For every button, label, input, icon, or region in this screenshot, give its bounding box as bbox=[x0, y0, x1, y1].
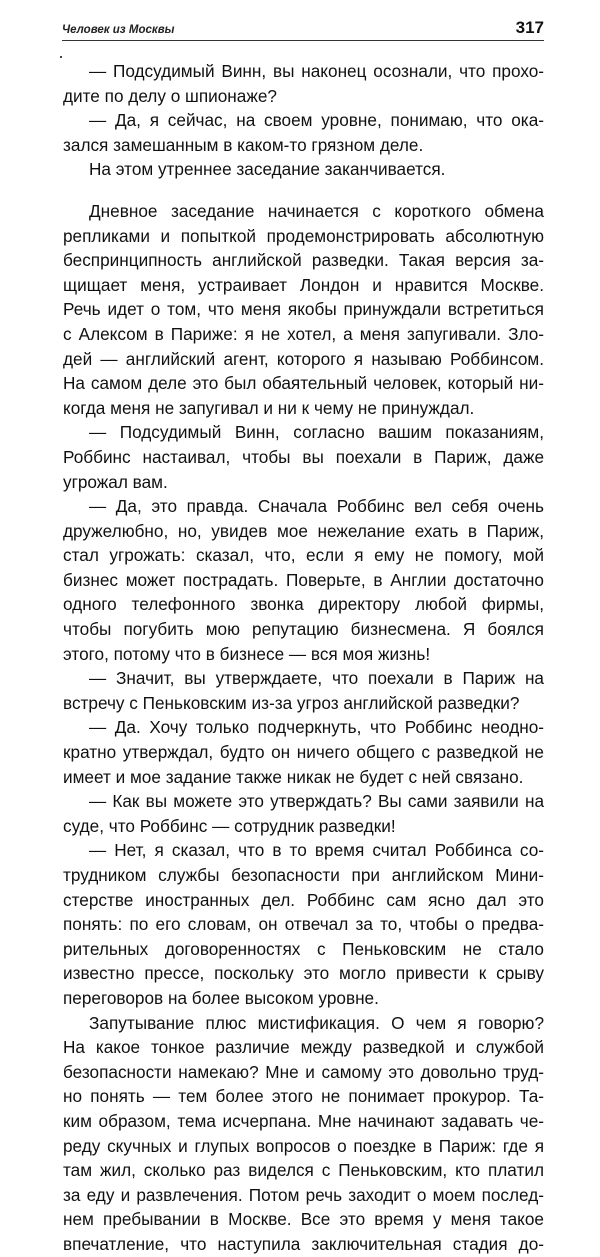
text-line: кратно утверждал, будто он ничего общего с разведкой не bbox=[63, 742, 544, 763]
header-rule bbox=[62, 40, 544, 41]
text-line: Роббинс настаивал, чтобы вы поехали в Париж, даже bbox=[63, 446, 544, 467]
text-line: известно прессе, поскольку это могло привести к срыву bbox=[63, 963, 544, 984]
text-line: одного телефонного звонка директору любой фирмы, bbox=[63, 594, 544, 615]
text-line: безопасности намекаю? Мне и самому это довольно труд- bbox=[63, 1061, 544, 1082]
text-line: — Да, это правда. Сначала Роббинс вел себя очень bbox=[89, 496, 544, 517]
text-line: там жил, сколько раз виделся с Пеньковским, кто платил bbox=[63, 1160, 544, 1181]
text-line: — Значит, вы утверждаете, что поехали в Париж на bbox=[89, 668, 544, 689]
paragraph bbox=[63, 199, 544, 420]
text-line: репликами и попыткой продемонстрировать абсолютную bbox=[63, 225, 544, 246]
text-line: с Алексом в Париже: я не хотел, а меня запугивали. Зло- bbox=[63, 323, 544, 344]
text-line: нем пребывании в Москве. Все это время у меня такое bbox=[63, 1209, 544, 1230]
text-line: переговоров на более высоком уровне. bbox=[63, 987, 379, 1008]
text-line: стал угрожать: сказал, что, если я ему не помогу, мой bbox=[63, 545, 544, 566]
text-line: — Нет, я сказал, что в то время считал Роббинса со- bbox=[89, 840, 544, 861]
text-line: стерстве иностранных дел. Роббинс сам ясно дал это bbox=[63, 889, 544, 910]
text-line: чтобы погубить мою репутацию бизнесмена. Я боялся bbox=[63, 619, 544, 640]
paragraph bbox=[63, 157, 544, 182]
paragraph bbox=[63, 715, 544, 789]
text-line: этого, потому что в бизнесе — вся моя жизнь! bbox=[63, 643, 431, 664]
text-line: угрожал вам. bbox=[63, 471, 168, 492]
text-line: впечатление, что наступила заключительная стадия до- bbox=[63, 1233, 544, 1254]
text-line: реду скучных и глупых вопросов о поездке в Париж: где я bbox=[63, 1135, 544, 1156]
text-line: щищает меня, устраивает Лондон и нравится Москве. bbox=[63, 274, 544, 295]
paragraph bbox=[63, 420, 544, 494]
paragraph bbox=[63, 108, 544, 157]
scan-speck bbox=[60, 56, 62, 58]
text-line: На какое тонкое различие между разведкой и службой bbox=[63, 1037, 544, 1058]
text-line: — Да, я сейчас, на своем уровне, понимаю, что ока- bbox=[89, 110, 544, 131]
paragraph bbox=[63, 666, 544, 715]
text-line: дей — английский агент, которого я называю Роббинсом. bbox=[63, 348, 544, 369]
body-text bbox=[63, 59, 544, 1257]
text-line: встречу с Пеньковским из-за угроз английской разведки? bbox=[63, 692, 520, 713]
text-line: за еду и развлечения. Потом речь заходит о моем послед- bbox=[63, 1184, 544, 1205]
paragraph bbox=[63, 789, 544, 838]
paragraph bbox=[63, 59, 544, 108]
text-line: дружелюбно, но, увидев мое нежелание ехать в Париж, bbox=[63, 520, 544, 541]
page-header bbox=[62, 18, 544, 42]
text-line: На этом утреннее заседание заканчивается. bbox=[89, 159, 446, 180]
section-break bbox=[63, 182, 544, 199]
text-line: зался замешанным в каком-то грязном деле. bbox=[63, 134, 424, 155]
text-line: ким образом, тема исчерпана. Мне начинают задавать че- bbox=[63, 1110, 544, 1131]
text-line: имеет и мое задание также никак не будет с ней связано. bbox=[63, 766, 524, 787]
text-line: Речь идет о том, что меня якобы принуждали встретиться bbox=[63, 299, 544, 320]
paragraph bbox=[63, 494, 544, 666]
text-line: но понять — тем более этого не понимает прокурор. Та- bbox=[63, 1086, 544, 1107]
text-line: беспринципность английской разведки. Такая версия за- bbox=[63, 250, 544, 271]
text-line: — Как вы можете это утверждать? Вы сами заявили на bbox=[89, 791, 544, 812]
text-line: — Подсудимый Винн, согласно вашим показаниям, bbox=[89, 422, 544, 443]
page-number: 317 bbox=[515, 18, 544, 37]
paragraph bbox=[63, 838, 544, 1010]
text-line: дите по делу о шпионаже? bbox=[63, 85, 277, 106]
text-line: Дневное заседание начинается с короткого обмена bbox=[89, 200, 544, 221]
text-line: бизнес может пострадать. Поверьте, в Англии достаточно bbox=[63, 569, 544, 590]
text-line: На самом деле это был обаятельный человек, который ни- bbox=[63, 373, 544, 394]
text-line: трудником службы безопасности при английском Мини- bbox=[63, 865, 544, 885]
text-line: Запутывание плюс мистификация. О чем я говорю? bbox=[89, 1012, 544, 1033]
text-line: рительных договоренностях с Пеньковским не стало bbox=[63, 938, 544, 959]
paragraph bbox=[63, 1011, 544, 1257]
text-line: суде, что Роббинс — сотрудник разведки! bbox=[63, 815, 396, 836]
text-line: — Подсудимый Винн, вы наконец осознали, что прохо- bbox=[89, 61, 544, 81]
text-line: когда меня не запугивал и ни к чему не принуждал. bbox=[63, 397, 475, 418]
running-title: Человек из Москвы bbox=[62, 24, 175, 36]
text-line: — Да. Хочу только подчеркнуть, что Роббинс неодно- bbox=[89, 717, 544, 738]
text-line: понять: по его словам, он отвечал за то, чтобы о предва- bbox=[63, 914, 544, 935]
